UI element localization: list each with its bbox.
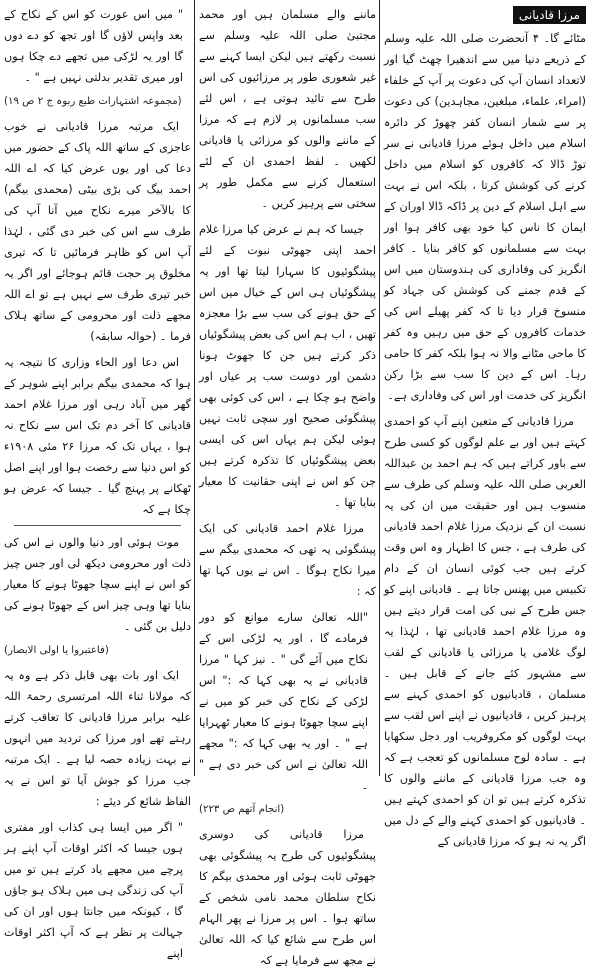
article-column-2 (195, 0, 380, 967)
article-paragraph: موت ہوئی اور دنیا والوں نے اس کی ذلت اور محرومی دیکھ لی اور جس چیز کو اس نے اپنے سچا جھوٹا ہونے کا معیار بنایا تھا وہی چیز اس کے جھوٹا ہونے کی دلیل بن گئی ۔ (4, 536, 191, 633)
quoted-passage: " اگر میں ایسا ہی کذاب اور مفتری ہوں جیسا کہ اکثر اوقات آپ اپنے ہر پرچے میں مجھے یاد کرتے ہیں تو میں آپ کی زندگی ہی میں ہلاک ہو جاؤں گا ، کیونکہ میں جانتا ہوں اور ان کی جہالت پر نظر ہے کہ آپ اکثر اوقات اپنے (4, 821, 183, 960)
article-paragraph: ایک مرتبہ مرزا قادیانی نے خوب عاجزی کے ساتھ اللہ پاک کے حضور میں دعا کی اور یوں عرض کیا کہ اے اللہ احمد بیگ کی بڑی بیٹی (محمدی بیگم) کا بالآخر میرے نکاح میں آنا آپ کی طرف سے اس کی خبر دی گئی ، لہٰذا آپ اس کو ظاہر فرمائیں تا کہ تیری مخلوق پر حجت قائم ہوجائے اور اگر یہ خبر تیری طرف سے نہیں ہے تو اے اللہ مجھے ذلت اور محرومی کے ساتھ ہلاک فرما ۔ (حوالہ سابقہ) (4, 120, 191, 343)
article-paragraph: مرزا قادیانی کے متعین اپنے آپ کو احمدی کہتے ہیں اور بے علم لوگوں کو کسی طرح سے باور کراتے ہیں کہ ہم احمد بن عبداللہ العربی صلی اللہ علیہ وسلم کی طرف سے منسوب ہیں اور حقیقت میں ان کی یہ نسبت ان کے نزدیک مرزا غلام احمد قادیانی کی طرف ہے ، جس کا اظہار وہ اس وقت کرتے ہیں جب کوئی انسان ان کے دام تکبیس میں پھنس جاتا ہے ۔ قادیانی اپنے کو جس طرح کے نبی کی امت قرار دیتے ہیں وہ مرزا غلام احمد قادیانی تھا ، لہٰذا یہ لوگ غلامی یا مرزائی یا قادیانی کے لقب سے مشہور کئے جانے کے قابل ہیں ۔ مسلمان ، قادیانیوں کو احمدی کہنے سے پرہیز کریں ، قادیانیوں نے اپنے اس لقب سے بہت لوگوں کو مکروفریب اور دجل سکھایا ہے ۔ سادہ لوح مسلمانوں کو تعجب ہے کہ وہ جب مرزا قادیانی کے ماننے والوں کا تذکرہ کرتے ہیں تو ان کو احمدی کہتے ہیں ۔ قادیانیوں کو احمدی کہنے والے کے دل میں اگر یہ نہ ہو کہ مرزا قادیانی کے (384, 415, 586, 848)
article-column-1 (380, 0, 590, 848)
article-paragraph: اس دعا اور الحاء وزاری کا نتیجہ یہ ہوا کہ محمدی بیگم برابر اپنے شوہر کے گھر میں آباد رہی اور مرزا غلام احمد قادیانی کا آخر دم تک اس سے نکاح نہ ہوا ، یہاں تک کہ مرزا ۲۶ مئی ۱۹۰۸ء کو اس دنیا سے رخصت ہوا اور اپنے اصل ٹھکانے پر پہنچ گیا ۔ جیسا کہ عرض ہو چکا ہے کہ (4, 356, 192, 516)
article-paragraph: مرزا غلام احمد قادیانی کی ایک پیشگوئی یہ تھی کہ محمدی بیگم سے میرا نکاح ہوگا ۔ اس نے یوں کہا تھا کہ : (199, 522, 376, 598)
article-column-3 (0, 0, 195, 960)
section-headline: مرزا قادیانی (513, 6, 586, 24)
quoted-passage: "اللہ تعالیٰ سارے موانع کو دور فرمادے گا ، اور یہ لڑکی اس کے نکاح میں آئے گی " ۔ نیز کہا " مرزا قادیانی نے یہ بھی کہا کہ :" اس لڑکی کے نکاح کی خبر کو میں نے اپنے سچا جھوٹا ہونے کا معیار ٹھہرایا ہے " ۔ اور یہ بھی کہا کہ :" مجھے اللہ تعالیٰ نے اس کی خبر دی ہے " ۔ (199, 611, 368, 792)
quoted-passage: " میں اس عورت کو اس کے نکاح کے بعد واپس لاؤں گا اور تجھ کو دے دوں گا اور یہ لڑکی میں تجھے دے چکا ہوں اور میری تقدیر بدلتی نہیں ہے " ۔ (4, 8, 183, 84)
article-paragraph: ماننے والے مسلمان ہیں اور محمد مجتبیٰ صلی اللہ علیہ وسلم سے نسبت رکھتے ہیں لیکن ایسا کہنے سے غیر شعوری طور پر مرزائیوں کی اس طرح سے تائید ہوتی ہے ، اس لئے سب مسلمانوں پر لازم ہے کہ مرزا کے ماننے والوں کو مرزائی یا قادیانی لکھیں ۔ لفظ احمدی ان کے لئے استعمال کرنے سے مکمل طور پر سختی سے پرہیز کریں ۔ (199, 8, 376, 210)
paragraph-separator (14, 525, 181, 526)
article-paragraph: مٹائے گا۔ ۴ آنحضرت صلی اللہ علیہ وسلم کے ذریعے دنیا میں سے اندھیرا چھٹ گیا اور لاتعداد انسان آپ کی دعوت پر آپ کے خلفاء (امراء، علماء، مبلغین، مجاہدین) کی دعوت پر سے شمار انسان کفر چھوڑ کر دائرہ اسلام میں داخل ہوئے مرزا قادیانی نے سر توڑ ڈالا کہ کافروں کو اسلام میں داخل کرنے کی کوشش کرتا ، بلکہ اس نے بہت سے اہل اسلام کے دین پر ڈاکہ ڈالا اوران کے ایمان کا ناس کیا خود بھی کافر ہوا اور بہت سے مسلمانوں کو کافر بنایا ۔ کافر انگریز کی وفاداری کی ہندوستان میں اس کے قدم جمنے کی کوشش کی جہاد کو منسوخ قرار دیا تا کہ کفر پھیلے اس کی خدمات کافروں کے حق میں رہیں وہ کفر کا ماحی مٹانے والا نہ ہوا بلکہ کفر کا حامی رہا۔ اس کے دین کا سب سے بڑا رکن انگریز کی خدمت اور اس کی وفاداری ہے۔ (384, 32, 586, 402)
article-paragraph: ایک اور بات بھی قابل ذکر ہے وہ یہ کہ مولانا ثناء اللہ امرتسری رحمۃ اللہ علیہ برابر مرزا قادیانی کا تعاقب کرتے رہتے تھے اور مرزا کی تردید میں انہوں نے بہت زیادہ حصہ لیا ہے ۔ ایک مرتبہ جب مرزا کو جوش آیا تو اس نے یہ الفاظ شائع کر دیئے : (4, 669, 191, 808)
article-paragraph: جیسا کہ ہم نے عرض کیا مرزا غلام احمد اپنی جھوٹی نبوت کے لئے پیشگوئیوں کا سہارا لیتا تھا اور یہ پیشگوئیاں ہی اس کے خیال میں اس کے حق ہونے کی سب سے بڑا معجزہ تھیں ، اب ہم اس کی بعض پیشگوئیاں ذکر کرتے ہیں جن کا جھوٹ ہونا دشمن اور دوست سب پر عیاں اور واضح ہو چکا ہے ، اس کی کوئی بھی پیشگوئی صحیح اور سچی ثابت نہیں ہوئی لیکن ہم یہاں اس کی ایسی بعض پیشگوئیاں کا تذکرہ کرتے ہیں جن کو اس نے اپنی حقانیت کا معیار بنایا تھا ۔ (199, 223, 376, 509)
reference-citation: (مجموعہ اشتہارات طبع ربوہ ج ۲ ص ۱۹) (4, 96, 182, 107)
article-paragraph: مرزا قادیانی کی دوسری پیشگوئیوں کی طرح یہ پیشگوئی بھی جھوٹی ثابت ہوئی اور محمدی بیگم کا نکاح سلطان محمد نامی شخص کے ساتھ ہوا ۔ اس پر مرزا نے پھر الہام اس طرح سے شائع کیا کہ اللہ تعالیٰ نے مجھ سے فرمایا ہے کہ (199, 828, 376, 967)
reference-citation: (فاعتبروا یا اولی الابصار) (4, 645, 109, 656)
reference-citation: (انجام آتھم ص ۲۲۳) (199, 804, 285, 815)
